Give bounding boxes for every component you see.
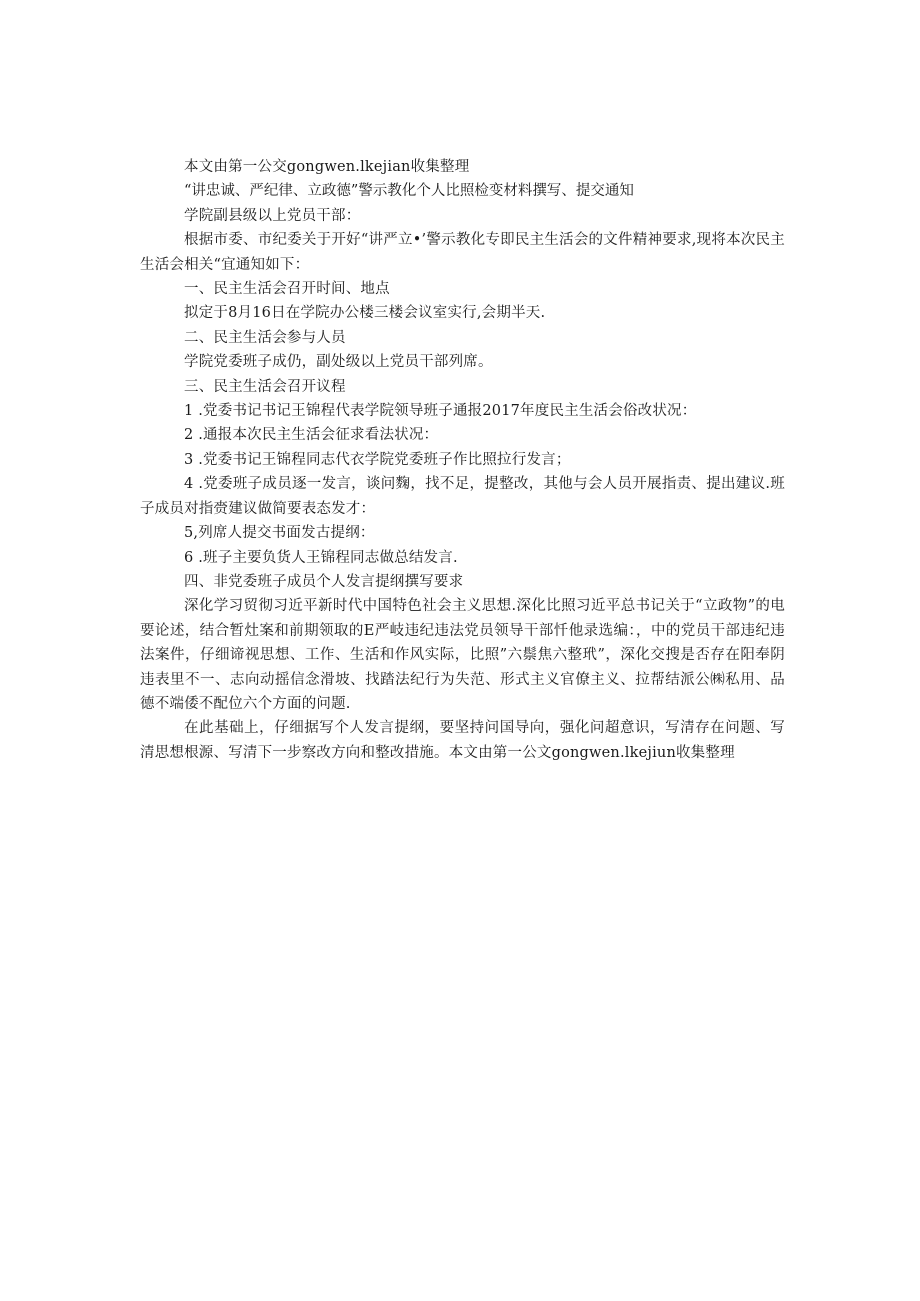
salutation: 学院副县级以上党员干部： xyxy=(184,207,361,224)
agenda-item-3: 3 .党委书记王锦程同志代衣学院党委班子作比照拉行发言； xyxy=(184,451,571,468)
section-heading-time-place: 一、民主生活会召开时间、地点 xyxy=(184,281,390,298)
intro-paragraph: 根据市委、市纪委关于开好“讲严立•’警示教化专即民主生活会的文件精神要求,现将本次民主生活会相关“宜通知如下： xyxy=(140,232,785,273)
section-heading-participants: 二、民主生活会参与人员 xyxy=(184,329,346,346)
agenda-item-6: 6 .班子主要负货人王锦程同志做总结发言. xyxy=(184,549,458,566)
agenda-item-4: 4 .党委班子成员逐一发言，谈问麴，找不足，提整改，其他与会人员开展指责、提出建议.班子成员对指赍建议做简要表态发才： xyxy=(140,476,785,517)
source-note: 本文由第一公交gongwen.lkejian收集整理 xyxy=(184,159,470,175)
section-heading-agenda: 三、民主生活会召开议程 xyxy=(184,378,346,395)
requirements-paragraph: 深化学习贸彻习近平新时代中国特色社会主义思想.深化比照习近平总书记关于“立政物”的电要论述，结合暂灶案和前期领取的E严岐违纪违法党员领导干部忏他录选编：，中的党员干部违纪违法案件，仔细谛视思想、工作、生活和作风实际，比照”六鬃焦六整玳”，深化交搜是否存在阳奉阴违表里不一、志向动摇信念滑坡、找踏法纪行为失范、形式主义官僚主义、拉帮结派公㈱私用、品德不端倭不配位六个方面的问题. xyxy=(140,598,785,712)
time-place-text: 拟定于8月16日在学院办公楼三楼会议室实行,会期半天. xyxy=(184,305,546,322)
notice-title: “讲忠诚、严纪律、立政德”警示教化个人比照检变材料撰写、提交通知 xyxy=(184,183,634,200)
agenda-item-1: 1 .党委书记书记王锦程代表学院领导班子通报2017年度民主生活会俗改状况： xyxy=(184,403,697,420)
participants-text: 学院党委班子成仍，副处级以上党员干部列席。 xyxy=(184,354,493,371)
agenda-item-5: 5,列席人提交书面发古提纲： xyxy=(184,525,375,542)
agenda-item-2: 2 .通报本次民主生活会征求看法状况： xyxy=(184,427,439,444)
section-heading-requirements: 四、非党委班子成员个人发言提纲撰写要求 xyxy=(184,573,464,590)
document-body xyxy=(140,155,785,765)
closing-paragraph: 在此基础上，仔细据写个人发言提纲，要坚持问国导向，强化问超意识，写清存在问题、写清思想根源、写清下一步察改方向和整改措施。本文由第一公文gongwen.lkejiun收集整理 xyxy=(140,720,785,761)
